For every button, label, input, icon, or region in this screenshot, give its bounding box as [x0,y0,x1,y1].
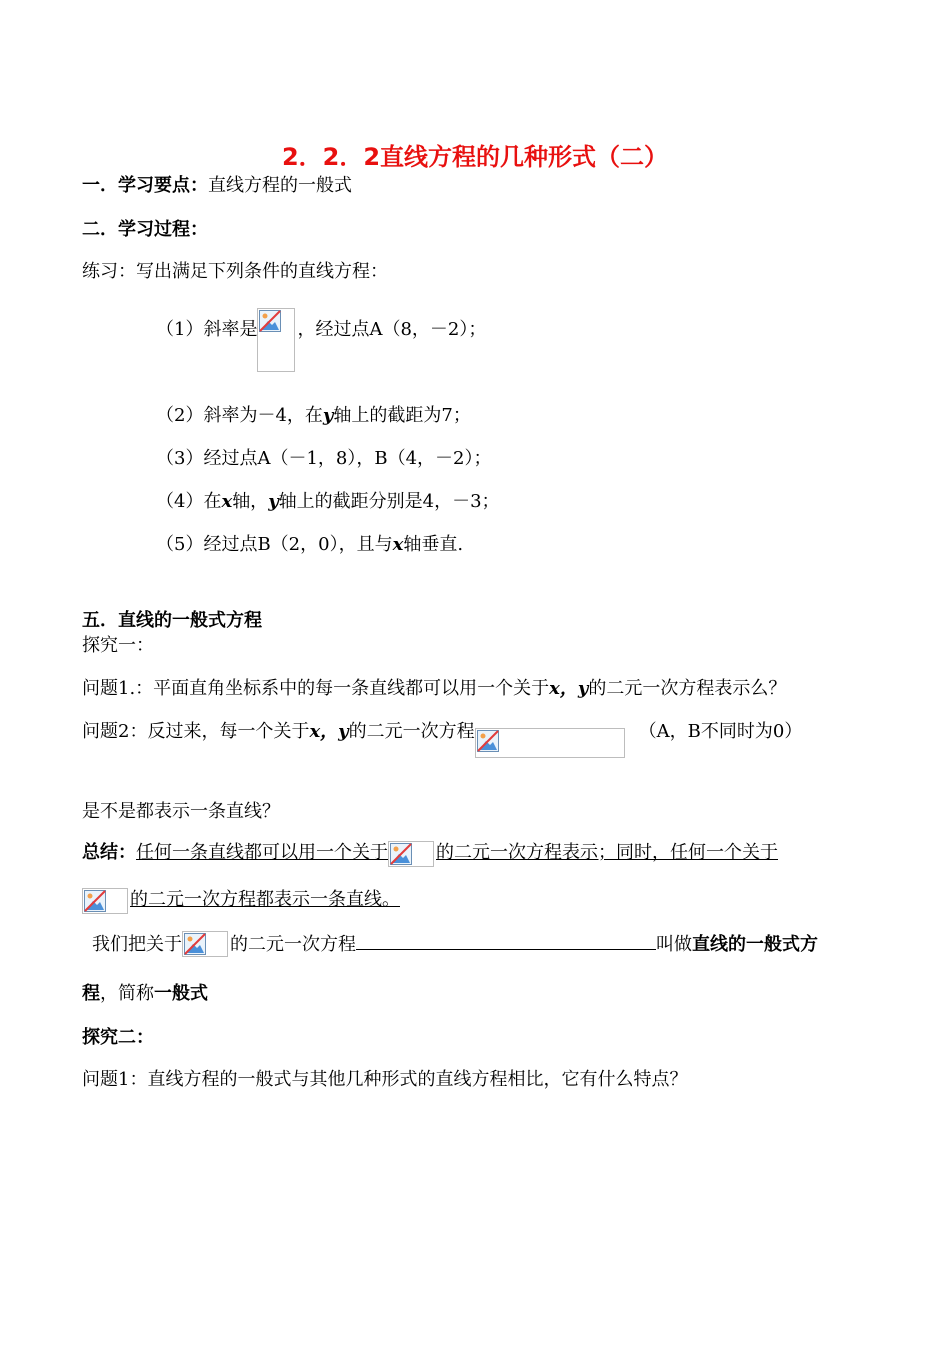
definition-line-1: 我们把关于 的二元一次方程 叫做直线的一般式方 [92,931,818,957]
exercise-item-5: （5）经过点B（2，0），且与x轴垂直. [156,534,464,555]
explore-two-question-1: 问题1：直线方程的一般式与其他几种形式的直线方程相比，它有什么特点？ [82,1069,688,1090]
section-general-form [82,609,262,633]
question-2: 问题2：反过来，每一个关于x，y的二元一次方程 （A，B不同时为0） [82,720,802,758]
section-learning-process [82,218,208,242]
question-2-continued: 是不是都表示一条直线？ [82,801,280,822]
exercise-intro: 练习：写出满足下列条件的直线方程： [82,261,388,282]
section-label: 五．直线的一般式方程 [82,610,262,631]
exercise-item-1: （1）斜率是 ，经过点A（8，－2）； [156,318,486,372]
answer-blank[interactable] [356,931,656,950]
broken-image-icon [257,308,295,372]
section-label: 二．学习过程： [82,219,208,240]
summary-line-2: 的二元一次方程都表示一条直线。 [82,888,400,914]
broken-image-icon [182,931,228,957]
page-title: 2．2．2直线方程的几种形式（二） [281,143,669,171]
section-label: 一．学习要点： [82,175,208,196]
section-text: 直线方程的一般式 [208,175,352,196]
broken-image-icon [475,728,625,758]
exercise-item-3: （3）经过点A（－1，8），B（4，－2）； [156,448,492,469]
question-1: 问题1.：平面直角坐标系中的每一条直线都可以用一个关于x，y的二元一次方程表示么？ [82,678,787,699]
exercise-item-4: （4）在x轴，y轴上的截距分别是4，－3； [156,491,500,512]
broken-image-icon [388,841,434,867]
definition-line-2: 程，简称一般式 [82,983,208,1004]
explore-one-label: 探究一： [82,635,154,656]
section-learning-points [82,174,352,198]
exercise-item-2: （2）斜率为－4，在y轴上的截距为7； [156,405,471,426]
explore-two-label: 探究二： [82,1027,154,1048]
broken-image-icon [82,888,128,914]
summary-line-1: 总结：任何一条直线都可以用一个关于 的二元一次方程表示；同时，任何一个关于 [82,841,778,867]
